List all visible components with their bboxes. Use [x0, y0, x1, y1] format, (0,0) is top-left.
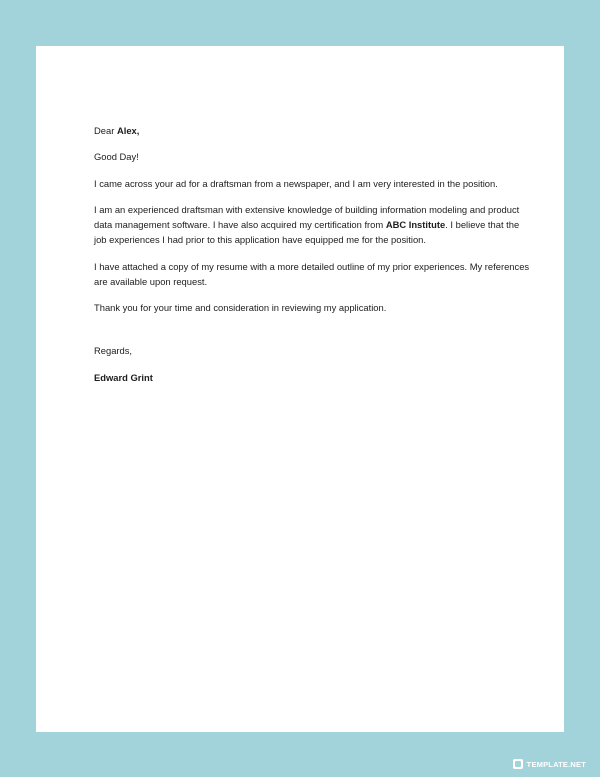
paragraph-interest: I came across your ad for a draftsman from a newspaper, and I am very interested in the position. [94, 177, 498, 189]
paragraph-resume: I have attached a copy of my resume with a more detailed outline of my prior experiences. My references are available upon request. [94, 260, 530, 288]
letter-page [36, 46, 564, 732]
experience-text-end: . I believe that the job experiences I had prior to this application have equipped me for the position. [94, 219, 520, 246]
paragraph-experience [94, 202, 534, 248]
experience-text-start: I am an experienced draftsman with extensive knowledge of building information modeling and product data management software. I have also acquired my certification from [94, 203, 520, 231]
salutation-prefix: Dear [94, 125, 117, 136]
institute-name: ABC Institute [385, 219, 446, 231]
recipient-name: Alex, [116, 125, 140, 136]
greeting: Good Day! [94, 151, 139, 163]
template-watermark [513, 759, 586, 769]
closing: Regards, [94, 344, 133, 356]
paragraph-thanks: Thank you for your time and consideration in reviewing my application. [94, 302, 387, 314]
template-logo-icon [513, 759, 523, 769]
watermark-text: TEMPLATE.NET [526, 759, 586, 769]
signature-name: Edward Grint [94, 371, 153, 383]
letter-body [94, 123, 534, 385]
salutation [94, 123, 534, 138]
